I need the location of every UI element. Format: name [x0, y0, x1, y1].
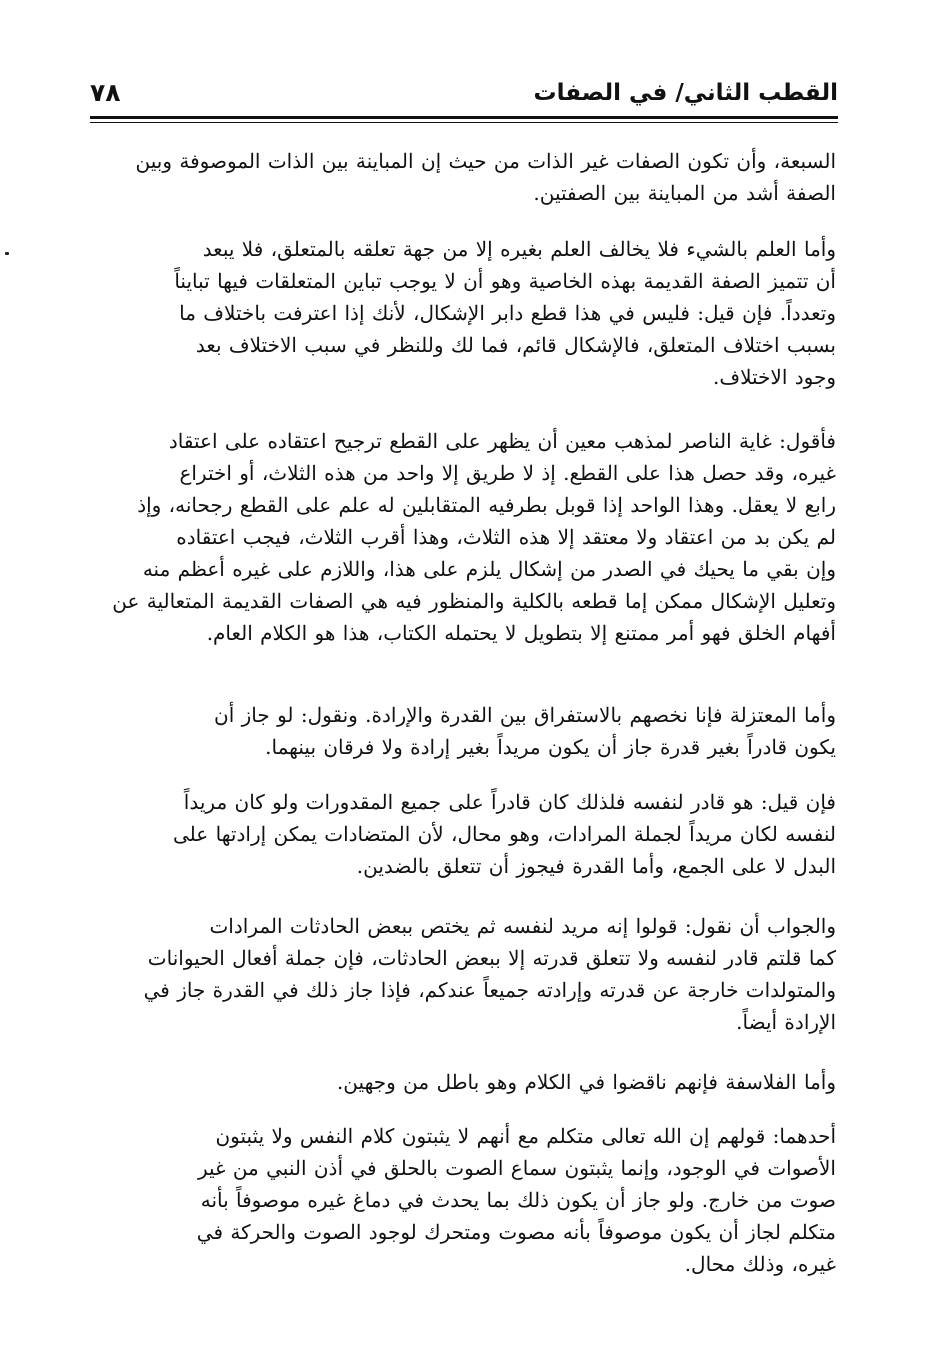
- page-number: ٧٨: [90, 78, 121, 107]
- paragraph-7: وأما الفلاسفة فإنهم ناقضوا في الكلام وهو باطل من وجهين.: [336, 1070, 836, 1094]
- header-rule-thick: [90, 116, 838, 119]
- paragraph-2: وأما العلم بالشيء فلا يخالف العلم بغيره إلا من جهة تعلقه بالمتعلق، فلا يبعد أن تتميز الصفة القديمة بهذه الخاصية وهو أن لا يوجب تباين المتعلقات فيها تبايناً وتعدداً. فإن قيل: فليس في هذا قطع دابر الإشكال، لأنك إذا اعترفت باختلاف ما بسبب اختلاف المتعلق، فالإشكال قائم، فما لك وللنظر في سبب الاختلاف بعد وجود الاختلاف.: [174, 237, 836, 389]
- paragraph-6: والجواب أن نقول: قولوا إنه مريد لنفسه ثم يختص ببعض الحادثات المرادات كما قلتم قادر لنفسه ولا تتعلق قدرته إلا ببعض الحادثات، فإن جملة أفعال الحيوانات والمتولدات خارجة عن قدرته وإرادته جميعاً عندكم، فإذا جاز ذلك في القدرة جاز في الإرادة أيضاً.: [143, 914, 836, 1034]
- header-rule-thin: [90, 122, 838, 123]
- paragraph-3: فأقول: غاية الناصر لمذهب معين أن يظهر على القطع ترجيح اعتقاده على اعتقاد غيره، وقد حصل هذا على القطع. إذ لا طريق إلا واحد من هذه الثلاث، أو اختراع رابع لا يعقل. وهذا الواحد إذا قوبل بطرفيه المتقابلين له علم على القطع رجحانه، وإذ لم يكن بد من اعتقاد ولا معتقد إلا هذه الثلاث، وهذا أقرب الثلاث، فيجب اعتقاده وإن بقي ما يحيك في الصدر من إشكال يلزم على هذا، واللازم على غيره أعظم منه وتعليل الإشكال ممكن إما قطعه بالكلية والمنظور فيه هي الصفات القديمة المتعالية عن أفهام الخلق فهو أمر ممتنع إلا بتطويل لا يحتمله الكتاب، هذا هو الكلام العام.: [112, 429, 836, 645]
- margin-speck: [5, 252, 9, 255]
- paragraph-8: أحدهما: قولهم إن الله تعالى متكلم مع أنهم لا يثبتون كلام النفس ولا يثبتون الأصوات في الوجود، وإنما يثبتون سماع الصوت بالحلق في أذن النبي من غير صوت من خارج. ولو جاز أن يكون ذلك بما يحدث في دماغ غيره موصوفاً بأنه متكلم لجاز أن يكون موصوفاً بأنه مصوت ومتحرك لوجود الصوت والحركة في غيره، وذلك محال.: [196, 1124, 836, 1276]
- page-header: [90, 78, 838, 112]
- paragraph-5: فإن قيل: هو قادر لنفسه فلذلك كان قادراً على جميع المقدورات ولو كان مريداً لنفسه لكان مريداً لجملة المرادات، وهو محال، لأن المتضادات يمكن إرادتها على البدل لا على الجمع، وأما القدرة فيجوز أن تتعلق بالضدين.: [173, 790, 836, 878]
- section-title: القطب الثاني/ في الصفات: [533, 80, 838, 106]
- paragraph-1: السبعة، وأن تكون الصفات غير الذات من حيث إن المباينة بين الذات الموصوفة وبين الصفة أشد من المباينة بين الصفتين.: [135, 149, 836, 205]
- paragraph-4: وأما المعتزلة فإنا نخصهم بالاستفراق بين القدرة والإرادة. ونقول: لو جاز أن يكون قادراً بغير قدرة جاز أن يكون مريداً بغير إرادة ولا فرقان بينهما.: [214, 703, 836, 759]
